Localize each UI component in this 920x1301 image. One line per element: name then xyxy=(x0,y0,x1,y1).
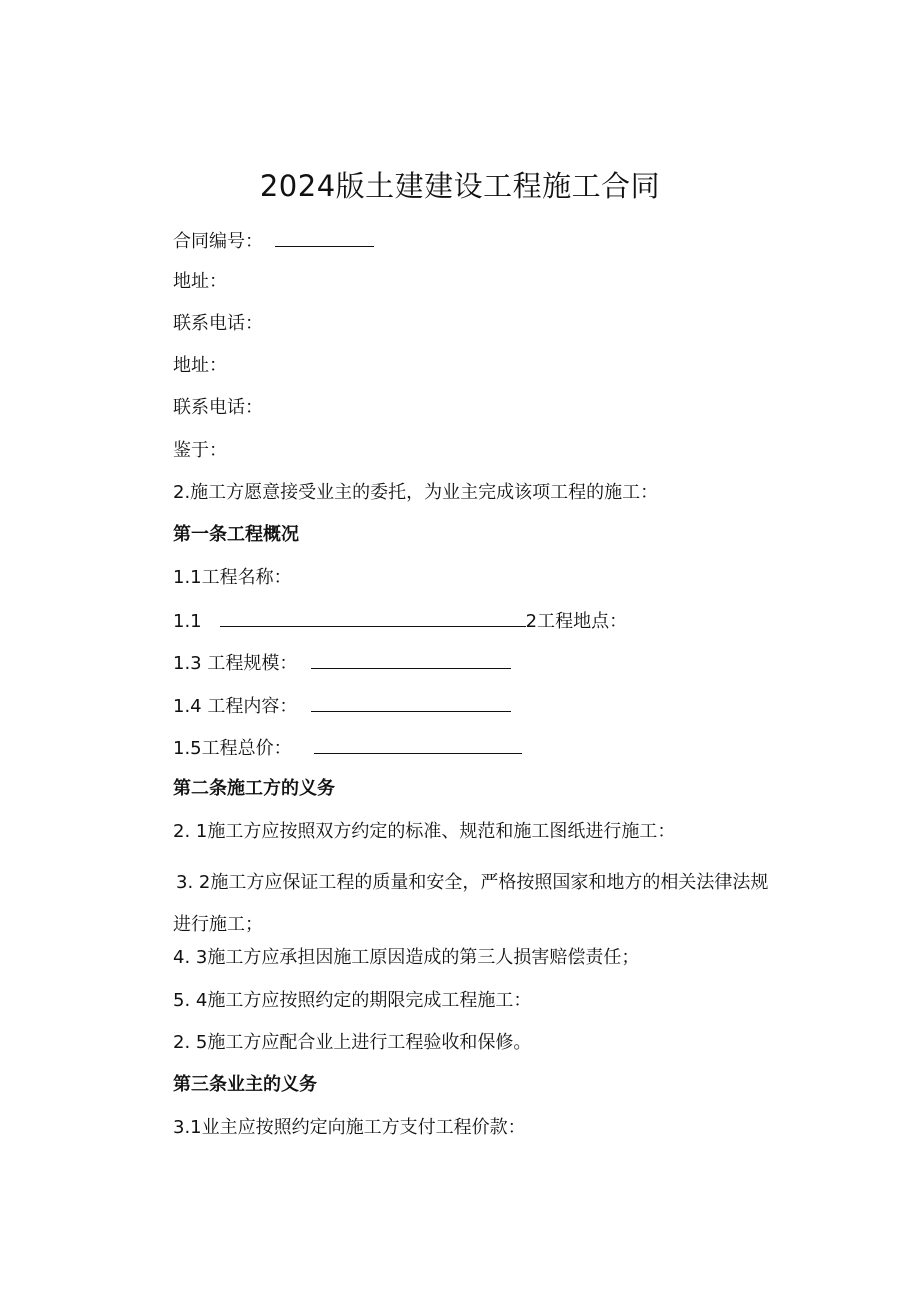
phone-line-1: 联系电话： xyxy=(173,313,263,334)
article-2-item-4: 5. 4施工方应按照约定的期限完成工程施工： xyxy=(173,990,532,1011)
project-content-blank[interactable] xyxy=(311,693,511,712)
article-1-item-4-label: 1.4 工程内容： xyxy=(173,696,298,717)
article-1-item-4-line xyxy=(173,693,511,719)
article-3-item-1: 3.1业主应按照约定向施工方支付工程价款： xyxy=(173,1117,526,1138)
project-total-price-blank[interactable] xyxy=(314,735,522,754)
article-2-item-1: 2. 1施工方应按照双方约定的标准、规范和施工图纸进行施工： xyxy=(173,821,676,842)
preamble-clause: 2.施工方愿意接受业主的委托，为业主完成该项工程的施工： xyxy=(173,482,659,503)
article-1-item-3-label: 1.3 工程规模： xyxy=(173,653,298,674)
article-2-item-2: 3. 2施工方应保证工程的质量和安全，严格按照国家和地方的相关法律法规进行施工； xyxy=(173,872,769,935)
address-line-1: 地址： xyxy=(173,271,227,292)
article-3-heading: 第三条业主的义务 xyxy=(173,1074,317,1095)
article-1-item-5-label: 1.5工程总价： xyxy=(173,738,292,759)
document-title: 2024版土建建设工程施工合同 xyxy=(259,169,661,203)
article-1-item-5-line xyxy=(173,735,522,761)
article-1-item-3-line xyxy=(173,650,511,676)
phone-line-2: 联系电话： xyxy=(173,397,263,418)
address-line-2: 地址： xyxy=(173,355,227,376)
article-1-item-2-prefix: 1.1 xyxy=(173,611,202,632)
article-1-item-2-line xyxy=(173,608,627,634)
article-2-heading: 第二条施工方的义务 xyxy=(173,778,335,799)
project-scale-blank[interactable] xyxy=(311,650,511,669)
article-1-item-1: 1.1工程名称： xyxy=(173,567,292,588)
project-name-blank[interactable] xyxy=(220,608,526,627)
contract-number-line xyxy=(173,228,374,254)
article-2-item-3: 4. 3施工方应承担因施工原因造成的第三人损害赔偿责任； xyxy=(173,947,640,968)
contract-number-label: 合同编号： xyxy=(173,231,263,252)
article-1-heading: 第一条工程概况 xyxy=(173,524,299,545)
article-1-item-2-suffix: 2工程地点： xyxy=(525,611,628,632)
whereas-line: 鉴于： xyxy=(173,440,227,461)
article-2-item-5: 2. 5施工方应配合业上进行工程验收和保修。 xyxy=(173,1032,532,1053)
contract-number-blank[interactable] xyxy=(275,228,374,247)
